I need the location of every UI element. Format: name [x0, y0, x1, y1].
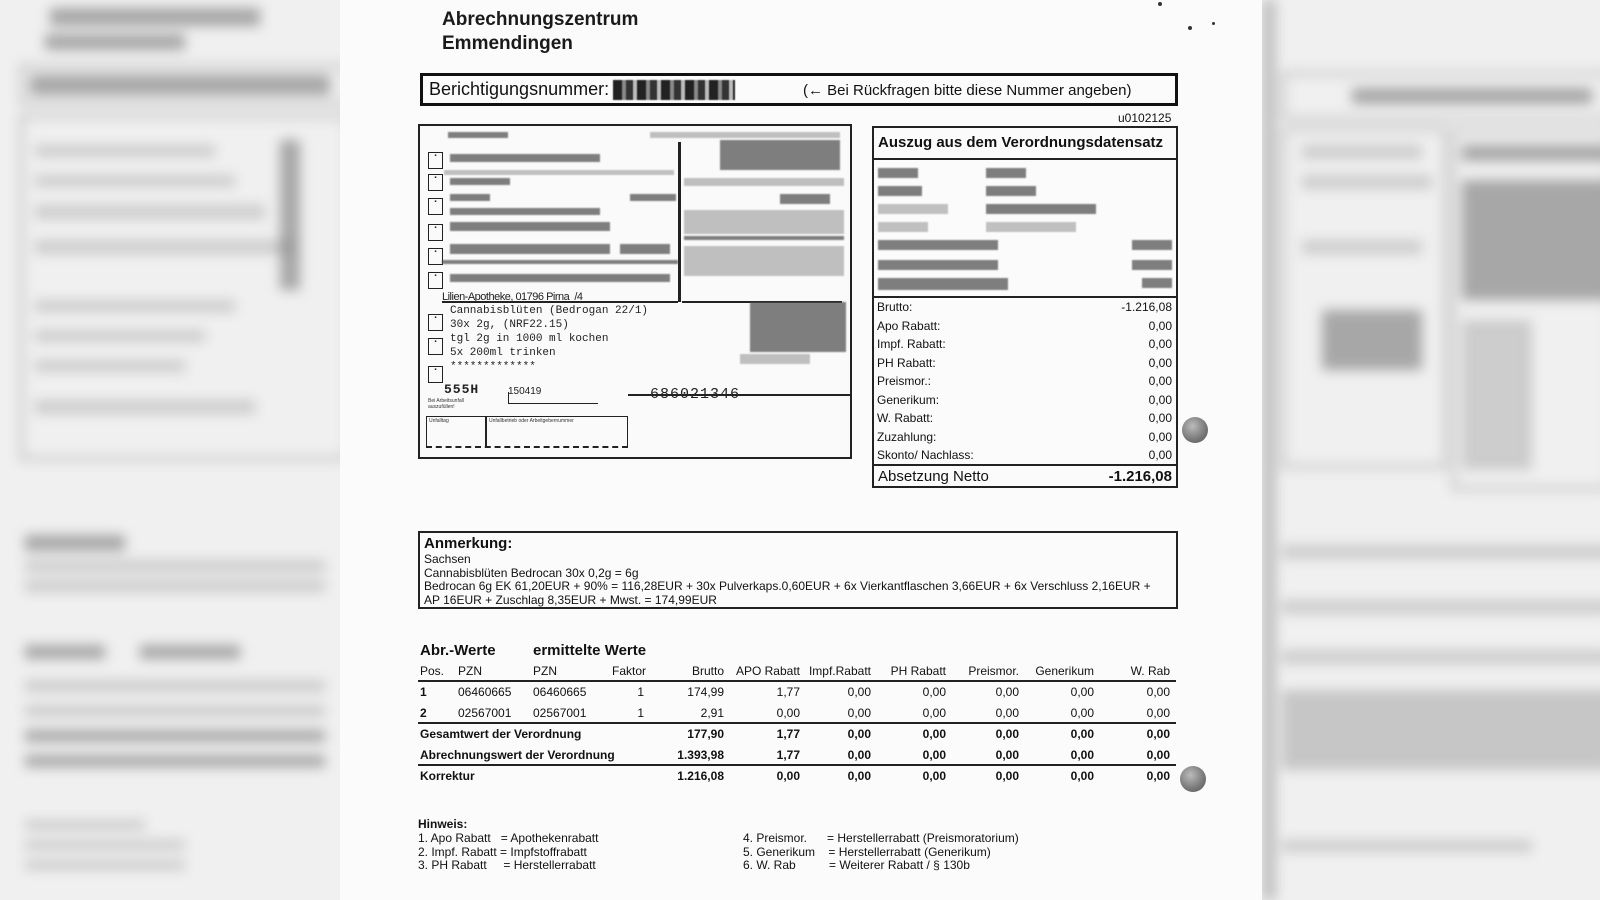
cell-brutto: 174,99 [687, 685, 724, 699]
redacted-text [450, 194, 490, 201]
redacted-text [878, 168, 918, 178]
row-label: W. Rabatt: [877, 411, 934, 425]
prescription-line: ************* [450, 361, 536, 373]
hinweis-item: 2. Impf. Rabatt = Impfstoffrabatt [418, 844, 587, 859]
redacted-text [444, 170, 674, 175]
row-value: 0,00 [1148, 318, 1172, 333]
form-field-icon: ▪ [428, 272, 443, 289]
summary-row-gesamtwert [418, 724, 1176, 745]
prescription-line: 5x 200ml trinken [450, 347, 556, 359]
aut-idem-icon: ▪ [428, 314, 443, 331]
cell-preismor: 0,00 [995, 769, 1019, 783]
prescription-line: Cannabisblüten (Bedrogan 22/1) [450, 305, 649, 317]
form-field-icon: ▪ [428, 198, 443, 215]
divider [850, 286, 852, 366]
col-ph-rabatt: PH Rabatt [890, 664, 946, 678]
col-impf-rabatt: Impf.Rabatt [808, 664, 871, 678]
absetzung-netto-row [874, 464, 1176, 488]
row-value: 0,00 [1148, 355, 1172, 370]
hinweis-title: Hinweis: [418, 817, 468, 831]
redacted-text [684, 246, 844, 276]
redacted-text [684, 178, 844, 186]
document-page [340, 0, 1262, 900]
table-group-headers [418, 642, 1176, 662]
hinweis-item: 1. Apo Rabatt = Apothekenrabatt [418, 831, 599, 845]
form-field-icon: ▪ [428, 248, 443, 265]
redacted-stamp [740, 354, 810, 364]
cell-pzn-ermittelt: 06460665 [533, 685, 587, 699]
hinweis-legend [418, 817, 1118, 872]
anmerkung-line: Sachsen [424, 552, 471, 566]
redacted-stamp [750, 302, 846, 352]
values-table [418, 642, 1176, 787]
hinweis-right-column [743, 832, 1019, 873]
inquiry-hint: (← Bei Rückfragen bitte diese Nummer angeben) [803, 82, 1132, 99]
auszug-row-impf-rabatt [874, 335, 1176, 354]
cell-brutto: 2,91 [700, 706, 724, 720]
hinweis-left-column [418, 832, 598, 873]
auszug-row-skonto [874, 446, 1176, 465]
redacted-text [878, 278, 1008, 290]
col-generikum: Generikum [1035, 664, 1094, 678]
summary-row-korrektur [418, 766, 1176, 787]
summary-label: Abrechnungswert der Verordnung [420, 748, 615, 762]
cell-preismor: 0,00 [995, 706, 1019, 720]
summary-label: Korrektur [420, 769, 475, 783]
row-value: 0,00 [1148, 337, 1172, 351]
redacted-text [450, 208, 600, 215]
table-header-row [418, 662, 1176, 682]
pharmacy-stamp: Lilien-Apotheke, 01796 Pirna /4 [442, 291, 583, 303]
cell-preismor: 0,00 [995, 685, 1019, 699]
col-faktor: Faktor [611, 664, 646, 678]
table-row [418, 703, 1176, 724]
redacted-text [986, 222, 1076, 232]
cell-apo-rabatt: 1,77 [776, 727, 800, 741]
row-value: 0,00 [1148, 392, 1172, 407]
col-pzn-ermittelt: PZN [533, 664, 557, 678]
row-label: PH Rabatt: [877, 355, 936, 370]
cell-generikum: 0,00 [1070, 706, 1094, 720]
berichtigungsnummer-label: Berichtigungsnummer: [429, 79, 610, 99]
hinweis-item: 4. Preismor. = Herstellerrabatt (Preismoratorium) [743, 831, 1019, 845]
org-name-line1: Abrechnungszentrum [442, 9, 639, 30]
cell-impf-rabatt: 0,00 [847, 706, 871, 720]
col-preismor: Preismor. [968, 664, 1019, 678]
form-field-icon: ▪ [428, 224, 443, 241]
cell-w-rab: 0,00 [1146, 706, 1170, 720]
cell-apo-rabatt: 1,77 [776, 748, 800, 762]
org-name-line2: Emmendingen [442, 33, 573, 54]
auszug-row-w-rabatt [874, 409, 1176, 428]
anmerkung-line: Cannabisblüten Bedrocan 30x 0,2g = 6g [424, 565, 639, 580]
cell-pos: 1 [420, 685, 427, 699]
cell-pzn-ermittelt: 02567001 [533, 706, 587, 720]
scan-speck [1188, 26, 1192, 30]
form-field-icon: ▪ [428, 152, 443, 169]
group-header-abr-werte: Abr.-Werte [420, 642, 496, 659]
cell-impf-rabatt: 0,00 [847, 748, 871, 762]
cell-faktor: 1 [637, 706, 644, 720]
prescription-line: 30x 2g, (NRF22.15) [450, 319, 569, 331]
redacted-text [650, 132, 840, 138]
berichtigungsnummer-box [420, 73, 1178, 106]
cell-generikum: 0,00 [1070, 769, 1094, 783]
col-brutto: Brutto [691, 664, 724, 678]
prescription-number: 686021346 [650, 386, 741, 403]
redacted-text [450, 222, 610, 231]
cell-brutto: 1.216,08 [677, 769, 724, 783]
redacted-text [448, 132, 508, 138]
redacted-text [878, 186, 922, 196]
row-value: 0,00 [1148, 411, 1172, 425]
prescription-scan [418, 124, 852, 459]
cell-apo-rabatt: 0,00 [776, 769, 800, 783]
row-label: Preismor.: [877, 374, 932, 388]
anmerkung-title: Anmerkung: [424, 535, 513, 552]
cell-generikum: 0,00 [1070, 727, 1094, 741]
redacted-text [986, 204, 1096, 214]
row-label: Skonto/ Nachlass: [877, 448, 974, 462]
date-field-boxes [508, 392, 598, 404]
divider [678, 142, 681, 302]
cell-impf-rabatt: 0,00 [847, 685, 871, 699]
cell-impf-rabatt: 0,00 [847, 727, 871, 741]
cell-pzn-abr: 02567001 [458, 706, 512, 720]
auszug-row-brutto [874, 298, 1176, 317]
table-row [418, 682, 1176, 703]
redacted-text [986, 168, 1026, 178]
redacted-record-data [876, 164, 1176, 294]
cell-ph-rabatt: 0,00 [922, 706, 946, 720]
cell-apo-rabatt: 0,00 [776, 706, 800, 720]
code-short: 555H [444, 382, 480, 397]
cell-brutto: 1.393,98 [677, 748, 724, 762]
row-label: Impf. Rabatt: [877, 337, 946, 351]
redacted-text [442, 260, 678, 264]
cell-faktor: 1 [637, 685, 644, 699]
redacted-text [450, 178, 510, 185]
row-value: 0,00 [1148, 429, 1172, 444]
redacted-text [878, 222, 928, 232]
organization-name [442, 8, 638, 56]
auszug-row-generikum [874, 391, 1176, 410]
cell-ph-rabatt: 0,00 [922, 727, 946, 741]
col-pos: Pos. [420, 664, 445, 678]
blurred-background-right [1262, 0, 1600, 900]
cell-w-rab: 0,00 [1146, 685, 1170, 699]
redacted-text [450, 244, 610, 254]
redacted-text [780, 194, 830, 204]
absetzung-netto-label: Absetzung Netto [878, 468, 989, 485]
row-label: Brutto: [877, 300, 913, 314]
auszug-panel [872, 126, 1178, 488]
redacted-text [684, 210, 844, 234]
redacted-text [684, 236, 844, 240]
anmerkung-box [418, 531, 1178, 609]
berichtigungsnummer-redacted [613, 80, 735, 100]
cell-ph-rabatt: 0,00 [922, 748, 946, 762]
auszug-title: Auszug aus dem Verordnungsdatensatz [874, 128, 1178, 160]
row-label: Apo Rabatt: [877, 318, 941, 333]
prescription-line: tgl 2g in 1000 ml kochen [450, 333, 609, 345]
hinweis-item: 5. Generikum = Herstellerrabatt (Generikum) [743, 844, 991, 859]
cell-preismor: 0,00 [995, 727, 1019, 741]
col-w-rab: W. Rab [1130, 664, 1170, 678]
auszug-row-ph-rabatt [874, 354, 1176, 373]
cell-generikum: 0,00 [1070, 685, 1094, 699]
row-value: 0,00 [1148, 448, 1172, 462]
redacted-text [878, 204, 948, 214]
blurred-background-left [0, 0, 340, 900]
auszug-row-preismor [874, 372, 1176, 391]
redacted-text [986, 186, 1036, 196]
cell-ph-rabatt: 0,00 [922, 769, 946, 783]
form-field-icon: ▪ [428, 174, 443, 191]
redacted-text [878, 240, 998, 250]
cell-generikum: 0,00 [1070, 748, 1094, 762]
punch-hole [1180, 766, 1206, 792]
aut-idem-icon: ▪ [428, 366, 443, 383]
row-value: 0,00 [1148, 374, 1172, 388]
cell-pos: 2 [420, 706, 427, 720]
hinweis-item: 3. PH Rabatt = Herstellerrabatt [418, 858, 596, 872]
summary-row-abrechnungswert [418, 745, 1176, 766]
cell-apo-rabatt: 1,77 [776, 685, 800, 699]
prescription-date: 150419 [508, 386, 542, 397]
auszug-rows [874, 296, 1176, 465]
row-label: Zuzahlung: [877, 429, 937, 444]
cell-ph-rabatt: 0,00 [922, 685, 946, 699]
scan-speck [1158, 2, 1162, 6]
redacted-text [878, 260, 998, 270]
absetzung-netto-value: -1.216,08 [1108, 468, 1172, 485]
cell-pzn-abr: 06460665 [458, 685, 512, 699]
row-value: -1.216,08 [1121, 300, 1172, 314]
auszug-row-apo-rabatt [874, 317, 1176, 336]
reference-code: u0102125 [1118, 111, 1172, 125]
divider [485, 417, 487, 447]
redacted-text [630, 194, 676, 201]
hinweis-item: 6. W. Rab = Weiterer Rabatt / § 130b [743, 858, 970, 872]
accident-field-label: Bei Arbeitsunfall auszufüllen! [428, 398, 464, 410]
cell-impf-rabatt: 0,00 [847, 769, 871, 783]
summary-label: Gesamtwert der Verordnung [420, 727, 582, 741]
col-apo-rabatt: APO Rabatt [735, 664, 800, 678]
col-pzn-abr: PZN [458, 664, 482, 678]
redacted-text [1142, 278, 1172, 288]
aut-idem-icon: ▪ [428, 338, 443, 355]
redacted-text [450, 274, 670, 282]
scan-speck [1212, 22, 1215, 25]
redacted-text [1132, 240, 1172, 250]
auszug-row-zuzahlung [874, 428, 1176, 447]
employer-label: Unfallbetrieb oder Arbeitgebernummer [489, 418, 574, 424]
redacted-text [1132, 260, 1172, 270]
cell-w-rab: 0,00 [1146, 727, 1170, 741]
accident-field-box [426, 416, 628, 448]
redacted-text [620, 244, 670, 254]
row-label: Generikum: [877, 392, 940, 407]
anmerkung-line: AP 16EUR + Zuschlag 8,35EUR + Mwst. = 174,99EUR [424, 592, 717, 607]
anmerkung-line: Bedrocan 6g EK 61,20EUR + 90% = 116,28EUR + 30x Pulverkaps.0,60EUR + 6x Vierkantflaschen 3,66EUR + 6x Verschluss 2,16EUR + [424, 579, 1151, 593]
cell-w-rab: 0,00 [1146, 748, 1170, 762]
punch-hole [1182, 417, 1208, 443]
redacted-text [720, 140, 840, 170]
cell-brutto: 177,90 [687, 727, 724, 741]
accident-date-label: Unfalltag [429, 418, 449, 424]
redacted-text [450, 154, 600, 162]
cell-w-rab: 0,00 [1146, 769, 1170, 783]
group-header-ermittelte-werte: ermittelte Werte [533, 642, 647, 659]
cell-preismor: 0,00 [995, 748, 1019, 762]
